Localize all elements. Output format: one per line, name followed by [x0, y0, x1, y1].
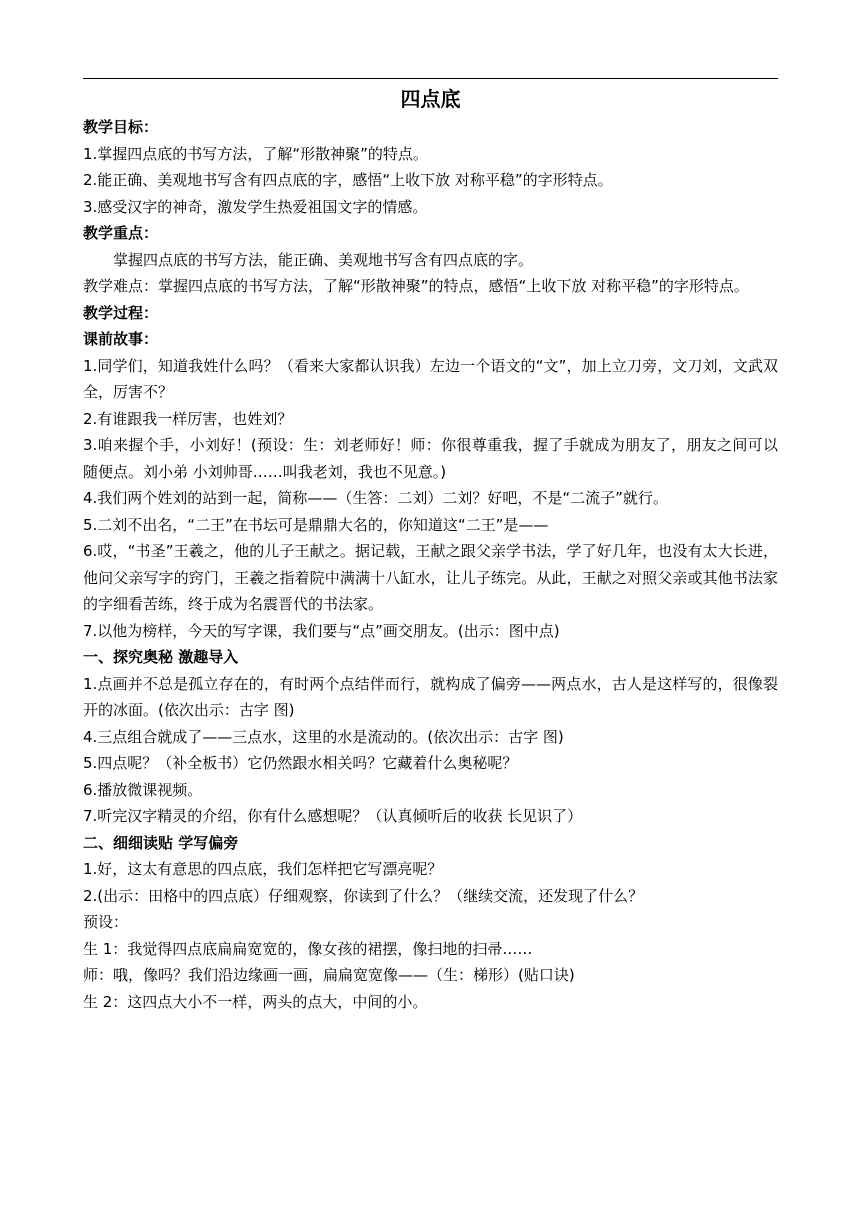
section-heading: 教学重点： — [83, 224, 159, 242]
paragraph-line: 预设： — [83, 913, 129, 931]
paragraph-line: 5.二刘不出名，“二王”在书坛可是鼎鼎大名的，你知道这“二王”是—— — [83, 515, 549, 534]
paragraph-line: 2.能正确、美观地书写含有四点底的字，感悟“上收下放 对称平稳”的字形特点。 — [83, 171, 613, 189]
section-heading: 二、细细读贴 学写偏旁 — [83, 833, 239, 852]
paragraph-line: 师：哦，像吗？我们沿边缘画一画，扁扁宽宽像——（生：梯形）(贴口诀) — [83, 966, 575, 984]
paragraph-line: 5.四点呢？（补全板书）它仍然跟水相关吗？它藏着什么奥秘呢？ — [83, 754, 518, 772]
section-heading: 教学目标： — [83, 118, 159, 136]
paragraph-line: 2.有谁跟我一样厉害，也姓刘？ — [83, 409, 293, 428]
paragraph-line: 掌握四点底的书写方法，能正确、美观地书写含有四点底的字。 — [113, 250, 534, 269]
paragraph-line: 1.点画并不总是孤立存在的，有时两个点结伴而行，就构成了偏旁——两点水，古人是这样写的，很像裂开的冰面。(依次出示：古字 图) — [83, 674, 778, 719]
paragraph-line: 1.同学们，知道我姓什么吗？（看来大家都认识我）左边一个语文的“文”，加上立刀旁，文刀刘，文武双全，厉害不？ — [83, 356, 778, 401]
paragraph-line: 6.播放微课视频。 — [83, 780, 203, 799]
paragraph-line: 2.(出示：田格中的四点底）仔细观察，你读到了什么？（继续交流，还发现了什么？ — [83, 886, 644, 905]
paragraph-line: 生 2：这四点大小不一样，两头的点大，中间的小。 — [83, 992, 428, 1011]
lesson-plan-text — [83, 114, 778, 1015]
page-title: 四点底 — [400, 87, 461, 111]
section-heading: 教学过程： — [83, 303, 159, 322]
paragraph-line: 7.以他为榜样，今天的写字课，我们要与“点”画交朋友。(出示：图中点) — [83, 621, 560, 640]
paragraph-line: 6.哎，“书圣”王羲之，他的儿子王献之。据记载，王献之跟父亲学书法，学了好几年，也没有太大长进，他问父亲写字的窍门，王羲之指着院中满满十八缸水，让儿子练完。从此，王献之对照父亲或其他书法家的字细看苦练，终于成为名震晋代的书法家。 — [83, 542, 778, 613]
paragraph-line: 4.三点组合就成了——三点水，这里的水是流动的。(依次出示：古字 图) — [83, 727, 564, 746]
paragraph-line: 3.感受汉字的神奇，激发学生热爱祖国文字的情感。 — [83, 197, 428, 216]
paragraph-line: 7.听完汉字精灵的介绍，你有什么感想呢？（认真倾听后的收获 长见识了） — [83, 807, 583, 825]
paragraph-line: 教学难点：掌握四点底的书写方法，了解“形散神聚”的特点，感悟“上收下放 对称平稳”的字形特点。 — [83, 277, 749, 295]
paragraph-line: 4.我们两个姓刘的站到一起，简称——（生答：二刘）二刘？好吧，不是“二流子”就行。 — [83, 489, 668, 507]
paragraph-line: 生 1：我觉得四点底扁扁宽宽的，像女孩的裙摆，像扫地的扫帚…… — [83, 939, 533, 958]
header-rule — [83, 78, 778, 79]
document-body — [83, 84, 778, 1015]
section-heading: 课前故事： — [83, 330, 159, 348]
paragraph-line: 3.咱来握个手，小刘好！(预设：生：刘老师好！师：你很尊重我，握了手就成为朋友了，朋友之间可以随便点。刘小弟 小刘帅哥……叫我老刘，我也不见意。) — [83, 436, 778, 481]
paragraph-line: 1.好，这太有意思的四点底，我们怎样把它写漂亮呢？ — [83, 860, 443, 878]
section-heading: 一、探究奥秘 激趣导入 — [83, 648, 239, 666]
paragraph-line: 1.掌握四点底的书写方法，了解“形散神聚”的特点。 — [83, 144, 428, 163]
